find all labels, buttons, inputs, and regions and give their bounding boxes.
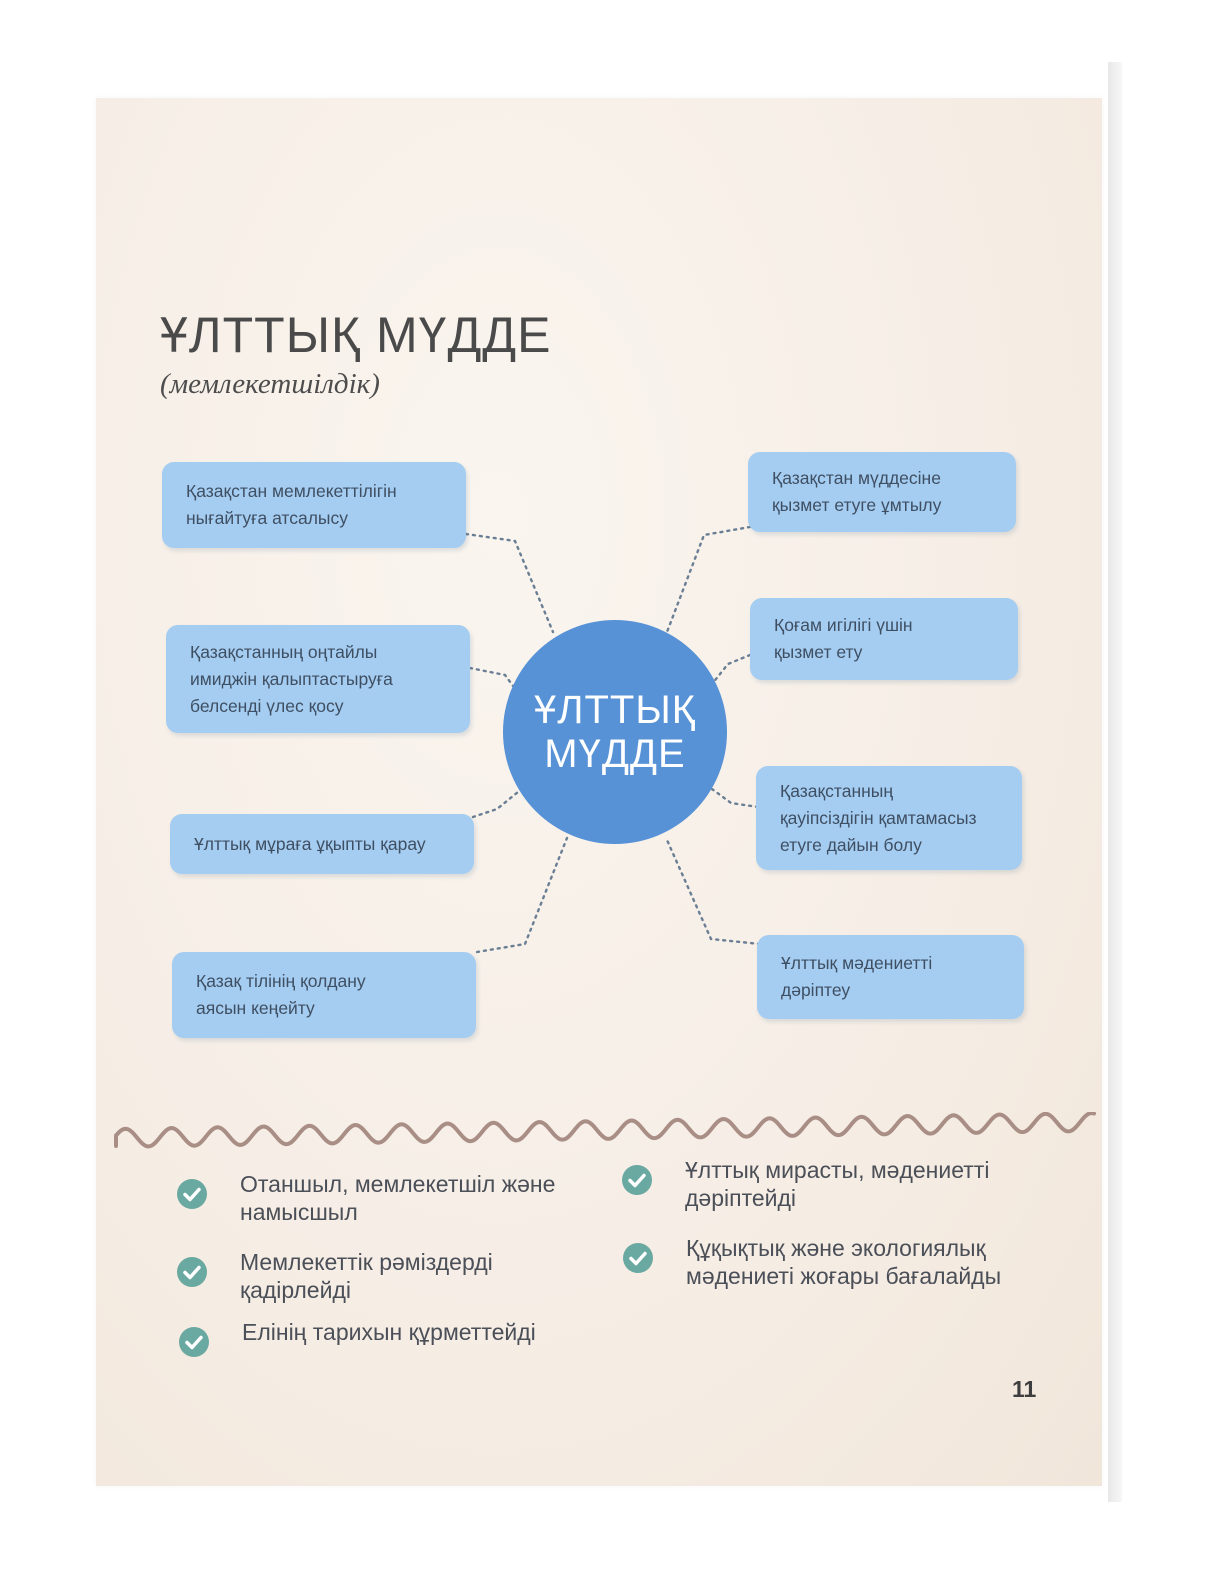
check-circle-icon xyxy=(178,1326,210,1358)
node-right-2 xyxy=(750,598,1018,680)
connector-right-2 xyxy=(712,655,750,684)
node-text-line: дәріптеу xyxy=(781,980,851,1000)
check-item-left-2 xyxy=(176,1248,596,1304)
page-number: 11 xyxy=(1012,1376,1037,1402)
connector-left-4 xyxy=(477,838,567,952)
node-left-4 xyxy=(172,952,476,1038)
center-node xyxy=(503,620,727,844)
node-text-line: Қоғам игілігі үшін xyxy=(774,615,913,635)
node-text-line: қауіпсіздігін қамтамасыз xyxy=(780,807,977,828)
check-text-line: Ұлттық мирасты, мәдениетті xyxy=(685,1157,990,1183)
wavy-divider xyxy=(114,1112,1100,1152)
node-text-line: имиджін қалыптастыруға xyxy=(190,668,393,689)
check-text-line: Отаншыл, мемлекетшіл және xyxy=(240,1171,556,1197)
node-left-3 xyxy=(170,814,474,874)
node-text-line: Ұлттық мұраға ұқыпты қарау xyxy=(194,833,426,854)
check-circle-icon xyxy=(621,1164,653,1196)
check-text-line: қадірлейді xyxy=(240,1277,351,1303)
node-right-4 xyxy=(757,935,1024,1019)
check-circle-icon xyxy=(176,1256,208,1288)
node-left-1 xyxy=(162,462,466,548)
check-item-left-1 xyxy=(176,1170,596,1226)
check-circle-icon xyxy=(176,1178,208,1210)
check-text-line: Мемлекеттік рәміздерді xyxy=(240,1249,493,1275)
check-text-line: Құқықтық және экологиялық xyxy=(686,1235,986,1261)
center-text-line: ҰЛТТЫҚ xyxy=(533,688,697,732)
check-text-line: мәдениеті жоғары бағалайды xyxy=(686,1263,1002,1289)
check-item-right-1 xyxy=(621,1156,1041,1212)
node-text-line: Қазақстан мүддесіне xyxy=(772,468,941,488)
connector-right-4 xyxy=(667,840,760,944)
node-text-line: Қазақстанның оңтайлы xyxy=(190,641,378,662)
node-text-line: етуге дайын болу xyxy=(780,834,922,855)
node-text-line: Ұлттық мәдениетті xyxy=(781,953,933,973)
connector-left-2 xyxy=(470,668,516,690)
node-text-line: Қазақстанның xyxy=(780,780,894,801)
check-item-left-3 xyxy=(178,1318,598,1358)
node-text-line: қызмет етуге ұмтылу xyxy=(772,495,942,515)
page-title: ҰЛТТЫҚ МҮДДЕ xyxy=(160,307,552,363)
connector-left-1 xyxy=(466,534,553,632)
center-text-line: МҮДДЕ xyxy=(544,732,686,776)
node-left-2 xyxy=(166,625,470,733)
node-text-line: нығайтуға атсалысу xyxy=(186,508,349,528)
node-text-line: Қазақ тілінің қолдану xyxy=(196,971,366,991)
check-text-line: дәріптейді xyxy=(685,1185,797,1211)
check-text-line: намысшыл xyxy=(240,1199,358,1225)
page-subtitle: (мемлекетшілдік) xyxy=(160,368,380,400)
check-item-right-2 xyxy=(622,1234,1042,1290)
node-text-line: белсенді үлес қосу xyxy=(190,695,344,716)
check-circle-icon xyxy=(622,1242,654,1274)
node-right-3 xyxy=(756,766,1022,870)
connector-right-3 xyxy=(712,789,758,807)
node-text-line: қызмет ету xyxy=(774,642,863,662)
connector-left-3 xyxy=(473,792,518,817)
node-right-1 xyxy=(748,452,1016,532)
node-text-line: аясын кеңейту xyxy=(196,998,315,1018)
node-text-line: Қазақстан мемлекеттілігін xyxy=(186,481,397,501)
check-text-line: Елінің тарихын құрметтейді xyxy=(242,1319,536,1345)
connector-right-1 xyxy=(667,527,750,632)
